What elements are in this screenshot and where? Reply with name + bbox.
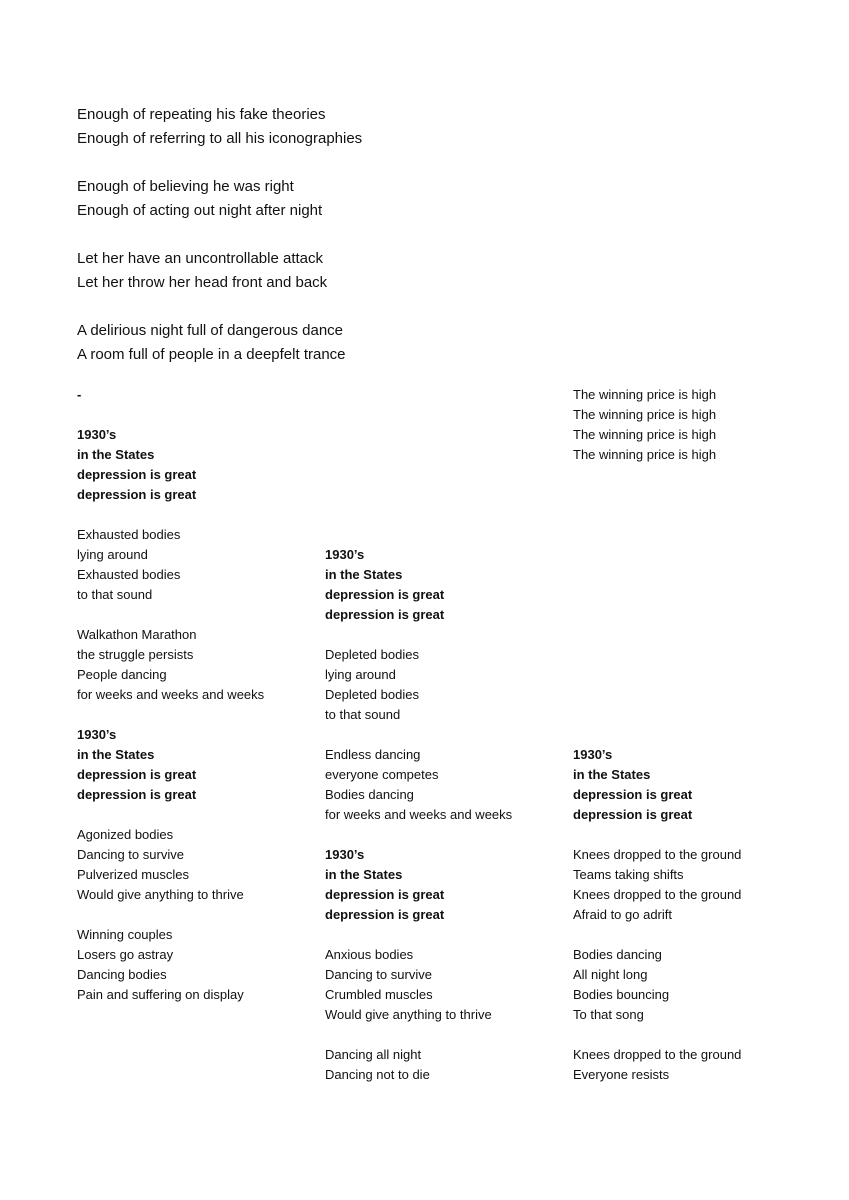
column-left — [77, 385, 317, 1025]
left-column-line: Agonized bodies — [77, 827, 174, 842]
right-column-line: Bodies bouncing — [573, 987, 670, 1002]
refrain-block — [77, 385, 317, 405]
right-column-line: Knees dropped to the ground — [573, 847, 742, 862]
right-column-line: To that song — [573, 1007, 644, 1022]
left-column-line: Dancing to survive — [77, 847, 184, 862]
intro-stanza — [77, 103, 677, 151]
verse-block — [77, 825, 317, 905]
verse-block — [573, 845, 813, 925]
poem-line: Enough of referring to all his iconographies — [77, 130, 363, 147]
middle-column-line: Dancing all night — [325, 1047, 422, 1062]
left-column-line: depression is great — [77, 467, 197, 482]
middle-column-line: Bodies dancing — [325, 787, 414, 802]
left-column-line: in the States — [77, 447, 155, 462]
middle-column-line: depression is great — [325, 587, 445, 602]
poem-line: Let her have an uncontrollable attack — [77, 250, 323, 267]
middle-column-line: depression is great — [325, 607, 445, 622]
verse-block — [77, 625, 317, 705]
left-column-line: Pulverized muscles — [77, 867, 189, 882]
right-top-column-line: The winning price is high — [573, 387, 717, 402]
left-column-line: in the States — [77, 747, 155, 762]
right-column-line: Knees dropped to the ground — [573, 887, 742, 902]
middle-column-line: for weeks and weeks and weeks — [325, 807, 513, 822]
middle-column-line: to that sound — [325, 707, 401, 722]
left-column-line: Pain and suffering on display — [77, 987, 244, 1002]
intro-stanza — [77, 247, 677, 295]
middle-column-line: Depleted bodies — [325, 687, 419, 702]
right-column-line: 1930’s — [573, 747, 613, 762]
refrain-block — [325, 545, 565, 625]
left-column-line: - — [77, 387, 82, 402]
verse-block — [325, 945, 565, 1025]
poem-line: Let her throw her head front and back — [77, 274, 328, 291]
right-column-line: Teams taking shifts — [573, 867, 684, 882]
column-right — [573, 745, 813, 1105]
left-column-line: to that sound — [77, 587, 153, 602]
verse-block — [77, 525, 317, 605]
left-column-line: the struggle persists — [77, 647, 194, 662]
right-column-line: Bodies dancing — [573, 947, 662, 962]
middle-column-line: in the States — [325, 867, 403, 882]
left-column-line: People dancing — [77, 667, 167, 682]
left-column-line: lying around — [77, 547, 148, 562]
left-column-line: depression is great — [77, 787, 197, 802]
verse-block — [325, 645, 565, 725]
verse-block — [77, 925, 317, 1005]
refrain-block — [77, 725, 317, 805]
column-right-top — [573, 385, 813, 485]
right-column-line: depression is great — [573, 787, 693, 802]
left-column-line: Winning couples — [77, 927, 173, 942]
poem-line: Enough of repeating his fake theories — [77, 106, 326, 123]
refrain-block — [77, 425, 317, 505]
left-column-line: Losers go astray — [77, 947, 174, 962]
left-column-line: Exhausted bodies — [77, 527, 181, 542]
middle-column-line: 1930’s — [325, 847, 365, 862]
middle-column-line: everyone competes — [325, 767, 439, 782]
middle-column-line: Dancing not to die — [325, 1067, 430, 1082]
intro-stanza — [77, 175, 677, 223]
column-middle — [325, 545, 565, 1105]
right-column-line: in the States — [573, 767, 651, 782]
middle-column-line: Crumbled muscles — [325, 987, 433, 1002]
middle-column-line: 1930’s — [325, 547, 365, 562]
poem-line: A delirious night full of dangerous dance — [77, 322, 344, 339]
middle-column-line: depression is great — [325, 887, 445, 902]
refrain-block — [325, 845, 565, 925]
middle-column-line: Endless dancing — [325, 747, 421, 762]
verse-block — [573, 1045, 813, 1085]
left-column-line: depression is great — [77, 767, 197, 782]
left-column-line: Exhausted bodies — [77, 567, 181, 582]
middle-column-line: Depleted bodies — [325, 647, 419, 662]
left-column-line: depression is great — [77, 487, 197, 502]
right-column-line: depression is great — [573, 807, 693, 822]
left-column-line: for weeks and weeks and weeks — [77, 687, 265, 702]
left-column-line: 1930’s — [77, 427, 117, 442]
left-column-line: Would give anything to thrive — [77, 887, 244, 902]
intro-stanzas — [77, 103, 677, 391]
right-top-column-line: The winning price is high — [573, 447, 717, 462]
right-column-line: Everyone resists — [573, 1067, 670, 1082]
intro-stanza — [77, 319, 677, 367]
poem-line: Enough of acting out night after night — [77, 202, 323, 219]
left-column-line: 1930’s — [77, 727, 117, 742]
verse-block — [573, 385, 813, 465]
poem-line: A room full of people in a deepfelt trance — [77, 346, 346, 363]
middle-column-line: Would give anything to thrive — [325, 1007, 492, 1022]
middle-column-line: depression is great — [325, 907, 445, 922]
poem-line: Enough of believing he was right — [77, 178, 294, 195]
right-top-column-line: The winning price is high — [573, 407, 717, 422]
verse-block — [325, 745, 565, 825]
middle-column-line: in the States — [325, 567, 403, 582]
verse-block — [573, 945, 813, 1025]
middle-column-line: Dancing to survive — [325, 967, 432, 982]
right-column-line: Knees dropped to the ground — [573, 1047, 742, 1062]
right-column-line: All night long — [573, 967, 648, 982]
verse-block — [325, 1045, 565, 1085]
right-column-line: Afraid to go adrift — [573, 907, 672, 922]
middle-column-line: lying around — [325, 667, 396, 682]
left-column-line: Walkathon Marathon — [77, 627, 197, 642]
right-top-column-line: The winning price is high — [573, 427, 717, 442]
refrain-block — [573, 745, 813, 825]
middle-column-line: Anxious bodies — [325, 947, 414, 962]
left-column-line: Dancing bodies — [77, 967, 167, 982]
